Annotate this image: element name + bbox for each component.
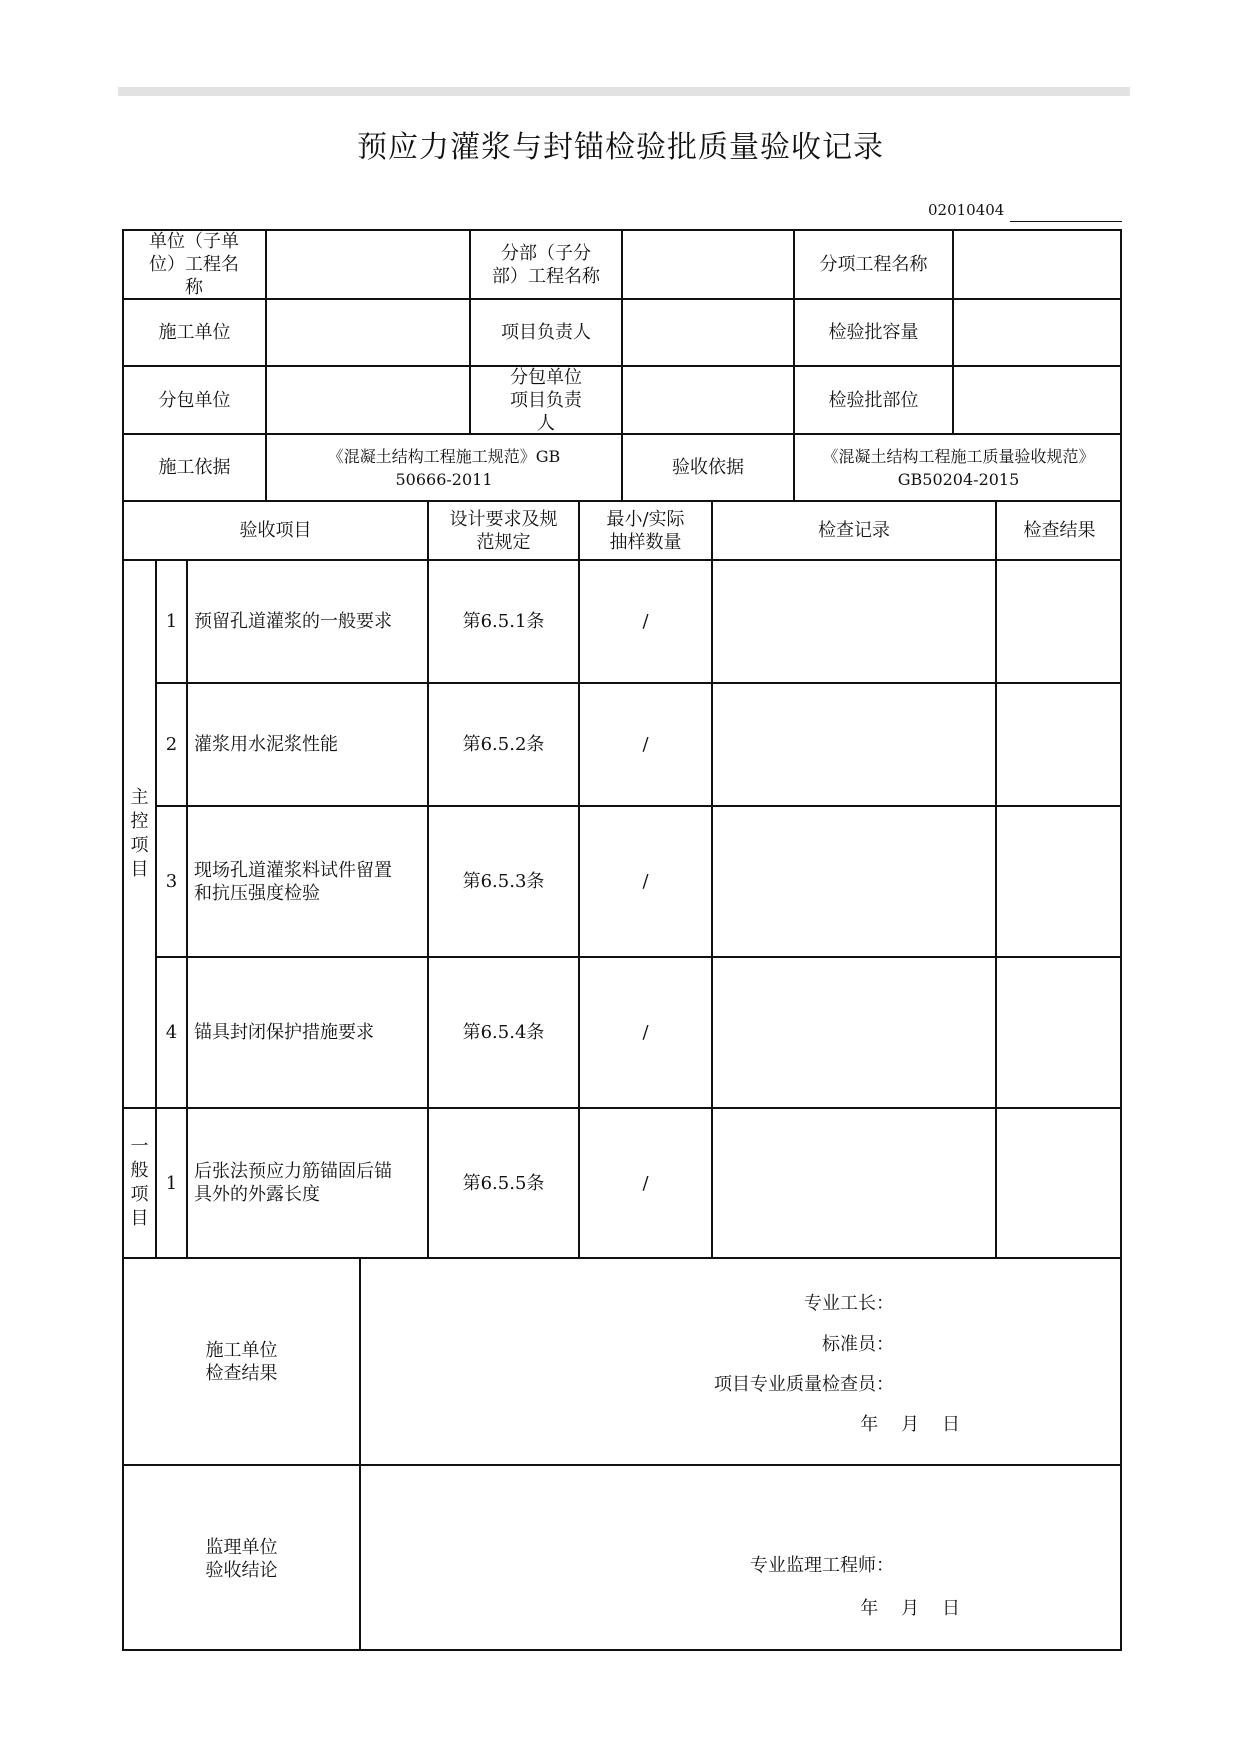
batch-capacity-label: 检验批容量 (828, 322, 919, 343)
supervisor-engineer-signature-label: 专业监理工程师： (750, 1555, 894, 1576)
construction-basis-value: 《混凝土结构工程施工规范》GB 50666-2011 (327, 446, 561, 489)
item-name: 锚具封闭保护措施要求 (194, 1022, 374, 1043)
item-clause: 第6.5.5条 (462, 1172, 545, 1194)
item-sample: / (642, 734, 649, 755)
batch-location-label: 检验批部位 (828, 389, 919, 411)
item-record-field[interactable] (713, 958, 995, 1107)
item-number: 2 (165, 734, 178, 755)
sub-manager-label: 分包单位项目负责人 (510, 366, 582, 434)
contractor-check-label: 施工单位检查结果 (205, 1339, 278, 1384)
subitem-field[interactable] (954, 231, 1122, 298)
supervisor-date: 年 月 日 (860, 1598, 960, 1619)
item-record-field[interactable] (713, 561, 995, 682)
item-result-field[interactable] (997, 958, 1122, 1107)
contractor-signature-area[interactable] (361, 1259, 1122, 1464)
item-result-field[interactable] (997, 1109, 1122, 1257)
record-table (122, 229, 1122, 1651)
column-header-result: 检查结果 (1023, 520, 1096, 541)
item-clause: 第6.5.4条 (462, 1022, 545, 1043)
acceptance-basis-label: 验收依据 (672, 457, 744, 478)
batch-capacity-field[interactable] (954, 300, 1122, 365)
item-record-field[interactable] (713, 807, 995, 956)
item-record-field[interactable] (713, 684, 995, 805)
item-name: 现场孔道灌浆料试件留置和抗压强度检验 (194, 859, 392, 904)
subcontractor-label: 分包单位 (158, 389, 231, 411)
sub-manager-field[interactable] (623, 367, 793, 433)
foreman-signature-label: 专业工长： (804, 1293, 894, 1314)
supervisor-check-label: 监理单位验收结论 (205, 1536, 278, 1581)
contractor-label: 施工单位 (158, 322, 231, 343)
item-sample: / (642, 1022, 649, 1043)
unit-project-label: 单位（子单位）工程名称 (149, 231, 239, 298)
supervisor-signature-area[interactable] (361, 1466, 1122, 1651)
item-number: 1 (165, 1172, 178, 1194)
item-sample: / (642, 871, 649, 892)
item-result-field[interactable] (997, 684, 1122, 805)
column-header-sampling: 最小/实际抽样数量 (606, 508, 685, 553)
subdivision-label: 分部（子分部）工程名称 (492, 242, 600, 287)
item-number: 1 (165, 611, 178, 632)
project-manager-label: 项目负责人 (501, 322, 591, 343)
subitem-label: 分项工程名称 (819, 254, 928, 275)
document-title: 预应力灌浆与封锚检验批质量验收记录 (357, 130, 884, 165)
item-result-field[interactable] (997, 561, 1122, 682)
item-name: 后张法预应力筋锚固后锚具外的外露长度 (194, 1161, 392, 1205)
subdivision-field[interactable] (623, 231, 793, 298)
item-clause: 第6.5.3条 (462, 871, 545, 892)
contractor-date: 年 月 日 (860, 1414, 960, 1435)
item-name: 预留孔道灌浆的一般要求 (194, 611, 392, 632)
item-sample: / (642, 611, 649, 632)
standards-officer-signature-label: 标准员： (822, 1334, 894, 1355)
batch-location-field[interactable] (954, 367, 1122, 433)
item-name: 灌浆用水泥浆性能 (194, 734, 338, 755)
construction-basis-label: 施工依据 (158, 457, 231, 478)
general-label: 一般项目 (130, 1136, 149, 1229)
column-header-item: 验收项目 (239, 520, 312, 541)
quality-inspector-signature-label: 项目专业质量检查员： (714, 1374, 894, 1395)
top-divider-bar (118, 87, 1130, 96)
item-number: 3 (165, 871, 178, 892)
item-number: 4 (165, 1022, 178, 1043)
code-underline (1010, 221, 1122, 222)
acceptance-basis-value: 《混凝土结构工程施工质量验收规范》GB50204-2015 (822, 446, 1095, 489)
item-clause: 第6.5.1条 (462, 611, 545, 632)
main-control-label: 主控项目 (130, 787, 149, 880)
item-record-field[interactable] (713, 1109, 995, 1257)
unit-project-field[interactable] (267, 231, 469, 298)
project-manager-field[interactable] (623, 300, 793, 365)
document-code: 02010404 (928, 201, 1005, 219)
contractor-field[interactable] (267, 300, 469, 365)
column-header-record: 检查记录 (818, 520, 890, 541)
item-clause: 第6.5.2条 (462, 734, 545, 755)
subcontractor-field[interactable] (267, 367, 469, 433)
item-sample: / (642, 1172, 649, 1194)
column-header-design: 设计要求及规范规定 (449, 508, 558, 553)
item-result-field[interactable] (997, 807, 1122, 956)
